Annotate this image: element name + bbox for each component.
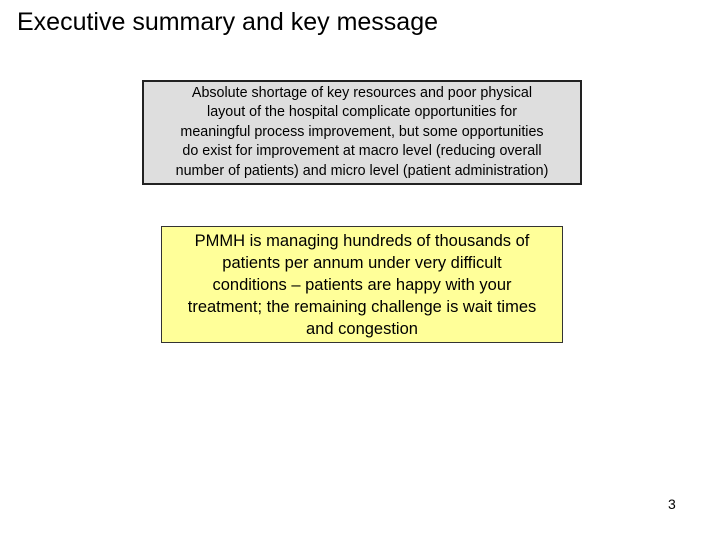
key-message-line: conditions – patients are happy with your: [212, 275, 512, 294]
context-line: do exist for improvement at macro level (reducing overall: [182, 143, 542, 160]
context-line: meaningful process improvement, but some opportunities: [180, 123, 544, 140]
context-box: [142, 80, 582, 185]
context-line: layout of the hospital complicate opportunities for: [207, 104, 517, 121]
key-message-line: PMMH is managing hundreds of thousands of: [194, 231, 530, 250]
context-line: number of patients) and micro level (patient administration): [175, 162, 549, 179]
context-line: Absolute shortage of key resources and poor physical: [191, 84, 533, 101]
key-message-text: [188, 230, 537, 340]
slide-title: Executive summary and key message: [17, 8, 439, 36]
key-message-line: and congestion: [306, 319, 418, 338]
context-text: [176, 84, 549, 182]
page-number: 3: [668, 496, 676, 512]
key-message-box: [161, 226, 563, 343]
key-message-line: patients per annum under very difficult: [222, 253, 502, 272]
key-message-line: treatment; the remaining challenge is wait times: [187, 297, 537, 316]
